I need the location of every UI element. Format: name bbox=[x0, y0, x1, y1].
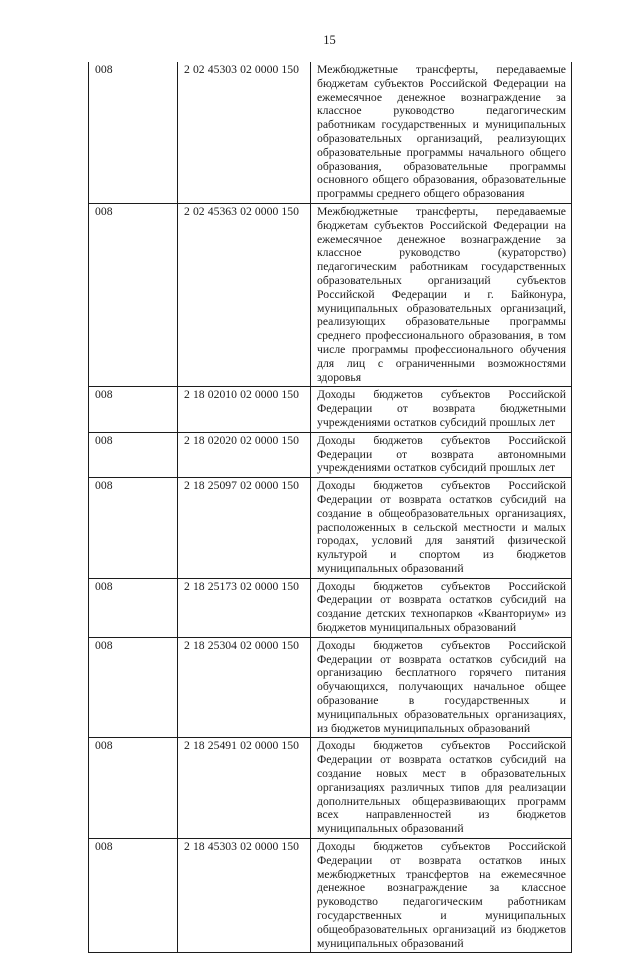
classification-code-cell: 2 18 25304 02 0000 150 bbox=[178, 637, 311, 738]
description-cell: Доходы бюджетов субъектов Российской Федерации от возврата остатков иных межбюджетных трансфертов на ежемесячное денежное вознаграждение за классное руководство педагогическим работникам государственных и муниципальных общеобразовательных организаций из бюджетов муниципальных образований bbox=[311, 839, 572, 953]
table-row bbox=[89, 432, 572, 477]
table-row bbox=[89, 839, 572, 953]
admin-code-cell: 008 bbox=[89, 578, 178, 637]
table-row bbox=[89, 738, 572, 839]
admin-code-cell: 008 bbox=[89, 62, 178, 203]
admin-code-cell: 008 bbox=[89, 839, 178, 953]
description-cell: Межбюджетные трансферты, передаваемые бюджетам субъектов Российской Федерации на ежемесячное денежное вознаграждение за классное руководство педагогическим работникам государственных и муниципальных образовательных организаций, реализующих образовательные программы начального общего образования, образовательные программы основного общего образования, образовательные программы среднего общего образования bbox=[311, 62, 572, 203]
table-row bbox=[89, 62, 572, 203]
description-cell: Доходы бюджетов субъектов Российской Федерации от возврата остатков субсидий на организацию бесплатного горячего питания обучающихся, получающих начальное общее образование в государственных и муниципальных образовательных организациях, из бюджетов муниципальных образований bbox=[311, 637, 572, 738]
classification-code-cell: 2 18 25097 02 0000 150 bbox=[178, 478, 311, 579]
page-number: 15 bbox=[323, 33, 336, 47]
description-cell: Доходы бюджетов субъектов Российской Федерации от возврата автономными учреждениями остатков субсидий прошлых лет bbox=[311, 432, 572, 477]
classification-code-cell: 2 02 45363 02 0000 150 bbox=[178, 203, 311, 386]
table-row bbox=[89, 637, 572, 738]
admin-code-cell: 008 bbox=[89, 478, 178, 579]
admin-code-cell: 008 bbox=[89, 637, 178, 738]
table-row bbox=[89, 578, 572, 637]
classification-code-cell: 2 18 25491 02 0000 150 bbox=[178, 738, 311, 839]
classification-code-cell: 2 18 02020 02 0000 150 bbox=[178, 432, 311, 477]
description-cell: Доходы бюджетов субъектов Российской Федерации от возврата остатков субсидий на создание новых мест в образовательных организациях различных типов для реализации дополнительных общеразвивающих программ всех направленностей из бюджетов муниципальных образований bbox=[311, 738, 572, 839]
budget-classification-table bbox=[88, 62, 572, 953]
admin-code-cell: 008 bbox=[89, 738, 178, 839]
admin-code-cell: 008 bbox=[89, 387, 178, 432]
admin-code-cell: 008 bbox=[89, 203, 178, 386]
classification-code-cell: 2 18 02010 02 0000 150 bbox=[178, 387, 311, 432]
description-cell: Доходы бюджетов субъектов Российской Федерации от возврата остатков субсидий на создание в общеобразовательных организациях, расположенных в сельской местности и малых городах, условий для занятий физической культурой и спортом из бюджетов муниципальных образований bbox=[311, 478, 572, 579]
admin-code-cell: 008 bbox=[89, 432, 178, 477]
description-cell: Доходы бюджетов субъектов Российской Федерации от возврата бюджетными учреждениями остатков субсидий прошлых лет bbox=[311, 387, 572, 432]
table-row bbox=[89, 387, 572, 432]
table-row bbox=[89, 478, 572, 579]
description-cell: Доходы бюджетов субъектов Российской Федерации от возврата остатков субсидий на создание детских технопарков «Кванториум» из бюджетов муниципальных образований bbox=[311, 578, 572, 637]
classification-code-cell: 2 02 45303 02 0000 150 bbox=[178, 62, 311, 203]
table-body bbox=[89, 62, 572, 953]
classification-code-cell: 2 18 25173 02 0000 150 bbox=[178, 578, 311, 637]
description-cell: Межбюджетные трансферты, передаваемые бюджетам субъектов Российской Федерации на ежемесячное денежное вознаграждение за классное руководство (кураторство) педагогическим работникам государственных образовательных организаций субъектов Российской Федерации и г. Байконура, муниципальных образовательных организаций, реализующих образовательные программы среднего профессионального образования, в том числе программы профессионального обучения для лиц с ограниченными возможностями здоровья bbox=[311, 203, 572, 386]
table-row bbox=[89, 203, 572, 386]
classification-code-cell: 2 18 45303 02 0000 150 bbox=[178, 839, 311, 953]
